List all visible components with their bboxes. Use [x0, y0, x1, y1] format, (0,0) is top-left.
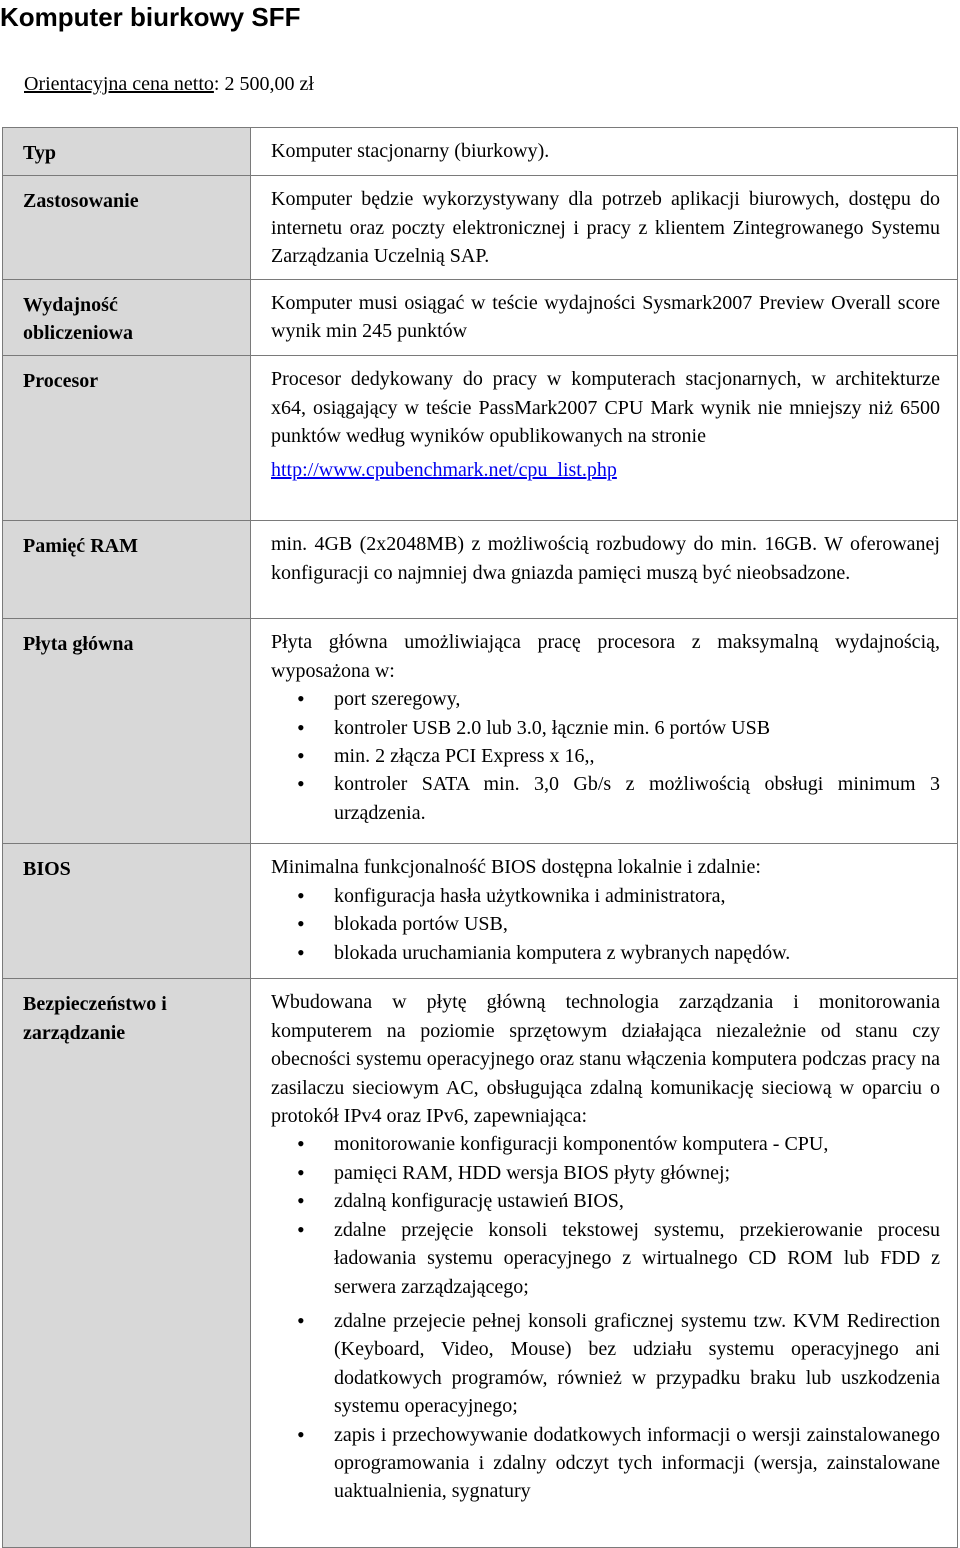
- list-item: • pamięci RAM, HDD wersja BIOS płyty głównej;: [271, 1159, 940, 1187]
- value-bezpieczenstwo: [251, 979, 958, 1548]
- plyta-intro: Płyta główna umożliwiająca pracę procesora z maksymalną wydajnością, wyposażona w:: [271, 631, 940, 682]
- bios-list: [271, 882, 940, 967]
- bios-intro: Minimalna funkcjonalność BIOS dostępna lokalnie i zdalnie:: [271, 856, 761, 879]
- bezpieczenstwo-list: [271, 1130, 940, 1505]
- value-procesor: [251, 356, 958, 521]
- list-item: • blokada uruchamiania komputera z wybranych napędów.: [271, 939, 940, 967]
- value-wydajnosc: Komputer musi osiągać w teście wydajności Sysmark2007 Preview Overall score wynik min 245 punktów: [251, 279, 958, 356]
- price-line: [24, 70, 314, 98]
- label-ram: Pamięć RAM: [3, 521, 251, 619]
- value-typ: Komputer stacjonarny (biurkowy).: [251, 128, 958, 176]
- label-plyta: Płyta główna: [3, 619, 251, 844]
- list-item: • monitorowanie konfiguracji komponentów komputera - CPU,: [271, 1130, 940, 1158]
- value-bios: [251, 844, 958, 979]
- label-zastosowanie: Zastosowanie: [3, 176, 251, 279]
- row-bezpieczenstwo: [3, 979, 958, 1548]
- label-wydajnosc: Wydajność obliczeniowa: [3, 279, 251, 356]
- value-plyta: [251, 619, 958, 844]
- price-value: : 2 500,00 zł: [213, 73, 314, 95]
- list-item: • zdalną konfigurację ustawień BIOS,: [271, 1187, 940, 1215]
- list-item: • blokada portów USB,: [271, 910, 940, 938]
- price-label: Orientacyjna cena netto: [24, 73, 214, 95]
- label-bios: BIOS: [3, 844, 251, 979]
- list-item: • kontroler USB 2.0 lub 3.0, łącznie min. 6 portów USB: [271, 714, 940, 742]
- list-item: • min. 2 złącza PCI Express x 16,,: [271, 742, 940, 770]
- page-title: Komputer biurkowy SFF: [0, 2, 301, 32]
- list-item: • konfiguracja hasła użytkownika i administratora,: [271, 882, 940, 910]
- label-typ: Typ: [3, 128, 251, 176]
- list-item: • zdalne przejecie pełnej konsoli graficznej systemu tzw. KVM Redirection (Keyboard, Video, Mouse) bez udziału systemu operacyjnego ani dodatkowych programów, również w przypadku braku lub uszkodzenia systemu operacyjnego;: [271, 1307, 940, 1421]
- row-bios: [3, 844, 958, 979]
- row-procesor: [3, 356, 958, 521]
- plyta-list: [271, 685, 940, 827]
- cpubenchmark-link[interactable]: http://www.cpubenchmark.net/cpu_list.php: [271, 458, 617, 481]
- list-item: • zdalne przejęcie konsoli tekstowej systemu, przekierowanie procesu ładowania systemu operacyjnego z wirtualnego CD ROM lub FDD z serwera zarządzającego;: [271, 1216, 940, 1301]
- row-zastosowanie: [3, 176, 958, 279]
- list-item: • port szeregowy,: [271, 685, 940, 713]
- row-wydajnosc: [3, 279, 958, 356]
- bezpieczenstwo-intro: Wbudowana w płytę główną technologia zarządzania i monitorowania komputerem na poziomie sprzętowym działająca niezależnie od stanu czy obecności systemu operacyjnego oraz stanu włączenia komputera podczas pracy na zasilaczu sieciowym AC, obsługująca zdalną komunikację sieciową w oparciu o protokół IPv4 oraz IPv6, zapewniająca:: [271, 991, 940, 1128]
- row-ram: [3, 521, 958, 619]
- row-plyta: [3, 619, 958, 844]
- spec-table: [2, 127, 958, 1548]
- label-bezpieczenstwo: Bezpieczeństwo i zarządzanie: [3, 979, 251, 1548]
- procesor-text: Procesor dedykowany do pracy w komputerach stacjonarnych, w architekturze x64, osiągający w teście PassMark2007 CPU Mark wynik nie mniejszy niż 6500 punktów według wyników opublikowanych na stronie: [271, 368, 940, 448]
- value-ram: min. 4GB (2x2048MB) z możliwością rozbudowy do min. 16GB. W oferowanej konfiguracji co najmniej dwa gniazda pamięci muszą być nieobsadzone.: [251, 521, 958, 619]
- value-zastosowanie: Komputer będzie wykorzystywany dla potrzeb aplikacji biurowych, dostępu do internetu oraz poczty elektronicznej i pracy z klientem Zintegrowanego Systemu Zarządzania Uczelnią SAP.: [251, 176, 958, 279]
- list-item: • kontroler SATA min. 3,0 Gb/s z możliwością obsługi minimum 3 urządzenia.: [271, 770, 940, 827]
- label-procesor: Procesor: [3, 356, 251, 521]
- row-typ: [3, 128, 958, 176]
- list-item: • zapis i przechowywanie dodatkowych informacji o wersji zainstalowanego oprogramowania i zdalny odczyt tych informacji (wersja, zainstalowane uaktualnienia, sygnatury: [271, 1421, 940, 1506]
